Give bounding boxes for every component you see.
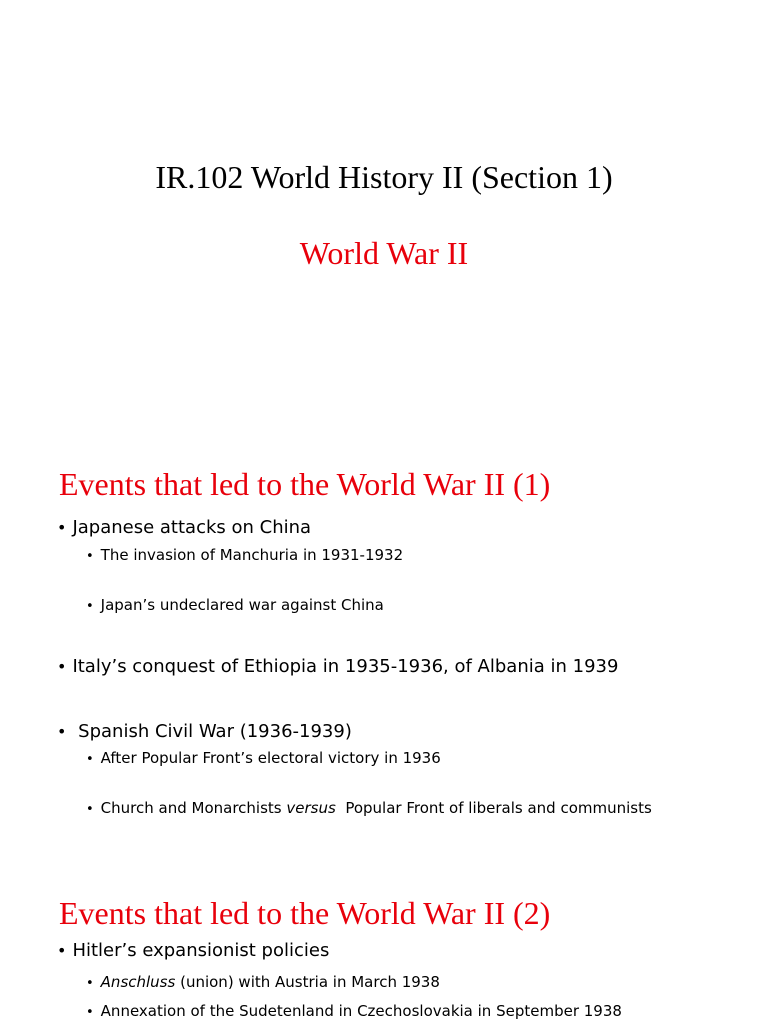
list-item-text: Annexation of the Sudetenland in Czechoslovakia in September 1938 — [100, 1002, 622, 1020]
bullet-icon: • — [57, 518, 67, 537]
slide-events-1 — [0, 440, 768, 870]
presentation-title: IR.102 World History II (Section 1) — [155, 159, 613, 195]
list-item-text: Hitler’s expansionist policies — [72, 940, 330, 961]
bullet-icon: • — [86, 802, 94, 817]
slide-heading: Events that led to the World War II (1) — [59, 466, 551, 502]
list-item-text-after: Popular Front of liberals and communists — [335, 799, 652, 817]
bullet-icon: • — [86, 976, 94, 991]
bullet-icon: • — [86, 549, 94, 564]
presentation-subtitle: World War II — [299, 235, 469, 271]
bullet-icon: • — [86, 599, 94, 614]
list-item — [57, 655, 618, 679]
list-item — [57, 720, 352, 744]
list-item-text: The invasion of Manchuria in 1931-1932 — [100, 546, 404, 564]
list-item-text: Italy’s conquest of Ethiopia in 1935-1936, of Albania in 1939 — [72, 656, 619, 677]
list-item — [86, 595, 384, 617]
list-item-text-before: Church and Monarchists — [100, 799, 287, 817]
list-item — [86, 748, 441, 770]
bullet-icon: • — [57, 941, 67, 960]
list-item — [86, 1001, 622, 1023]
bullet-icon: • — [86, 752, 94, 767]
bullet-icon: • — [57, 657, 67, 676]
list-item-text: After Popular Front’s electoral victory in 1936 — [100, 749, 441, 767]
list-item — [86, 972, 440, 994]
list-item — [86, 798, 652, 820]
bullet-icon: • — [57, 722, 67, 741]
slide-heading: Events that led to the World War II (2) — [59, 895, 551, 931]
list-item-text-after: (union) with Austria in March 1938 — [175, 973, 440, 991]
list-item-text-italic: Anschluss — [100, 973, 176, 991]
list-item-text: Japan’s undeclared war against China — [100, 596, 384, 614]
bullet-icon: • — [86, 1005, 94, 1020]
slide-events-2 — [0, 870, 768, 1024]
list-item-text: Japanese attacks on China — [72, 517, 312, 538]
title-slide — [0, 0, 768, 440]
list-item-text: Spanish Civil War (1936-1939) — [72, 721, 352, 742]
list-item-text-italic: versus — [286, 799, 336, 817]
list-item — [57, 939, 329, 963]
list-item — [57, 516, 311, 540]
list-item — [86, 545, 403, 567]
